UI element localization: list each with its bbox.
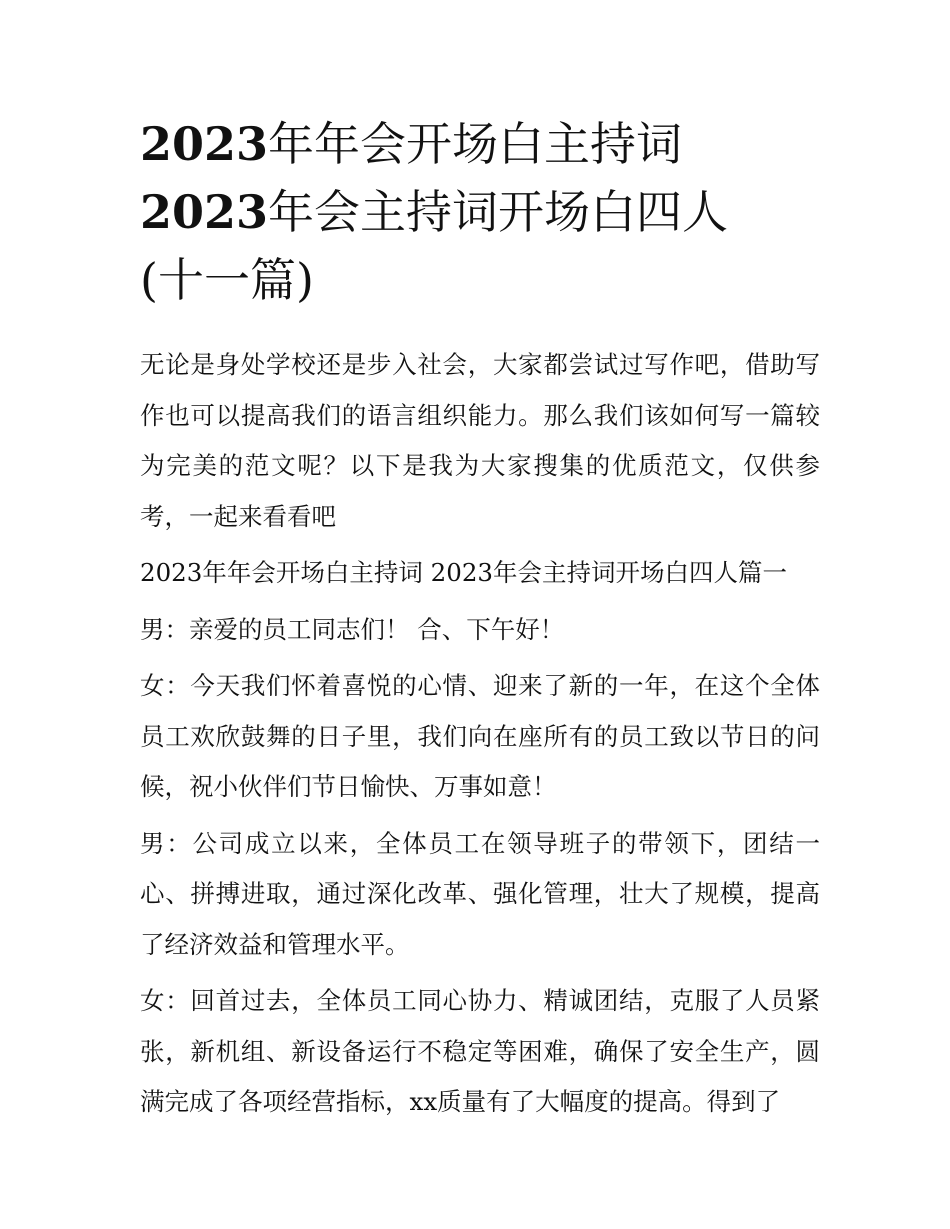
dialogue-paragraph: 男：亲爱的员工同志们！ 合、下午好！	[140, 614, 565, 644]
title-line-2	[140, 178, 820, 246]
intro-paragraph: 无论是身处学校还是步入社会，大家都尝试过写作吧，借助写作也可以提高我们的语言组织能力。那么我们该如何写一篇较为完美的范文呢？以下是我为大家搜集的优质范文，仅供参考，一起来看看吧	[140, 350, 820, 531]
section-heading: 2023年年会开场白主持词 2023年会主持词开场白四人篇一	[140, 558, 787, 587]
dialogue-paragraph: 女：回首过去，全体员工同心协力、精诚团结，克服了人员紧张，新机组、新设备运行不稳定等困难，确保了安全生产，圆满完成了各项经营指标，xx质量有了大幅度的提高。得到了	[140, 986, 820, 1116]
dialogue-paragraph: 女：今天我们怀着喜悦的心情、迎来了新的一年，在这个全体员工欢欣鼓舞的日子里，我们向在座所有的员工致以节日的问候，祝小伙伴们节日愉快、万事如意！	[140, 671, 820, 801]
dialogue-paragraph: 男：公司成立以来，全体员工在领导班子的带领下，团结一心、拼搏进取，通过深化改革、强化管理，壮大了规模，提高了经济效益和管理水平。	[140, 828, 820, 959]
document-title	[140, 110, 820, 314]
title-year-1: 2023	[140, 117, 269, 171]
title-text-1: 年年会开场白主持词	[268, 117, 683, 171]
title-line-3	[140, 246, 820, 314]
title-line-1	[140, 110, 820, 178]
title-year-2: 2023	[140, 185, 269, 239]
title-text-2: 年会主持词开场白四人	[268, 185, 729, 239]
document-page	[140, 110, 820, 1134]
document-body	[140, 340, 820, 1128]
title-text-3: (十一篇)	[140, 253, 314, 307]
